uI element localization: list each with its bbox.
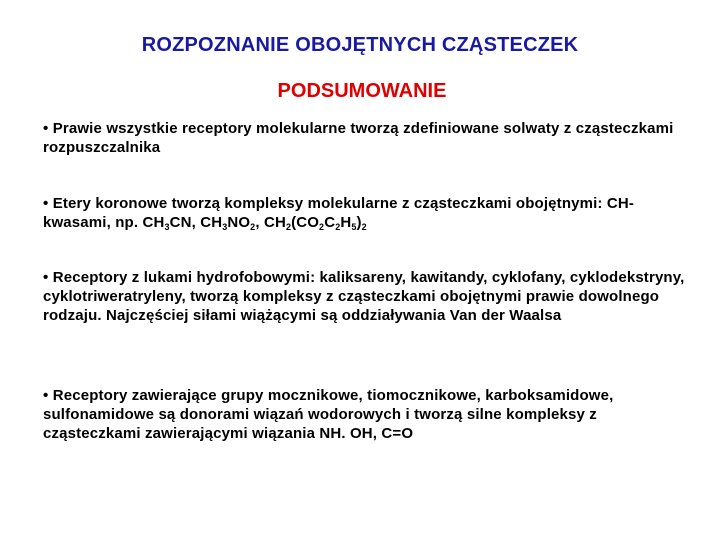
bullet-crown-ethers: • Etery koronowe tworzą kompleksy molekularne z cząsteczkami obojętnymi: CH-kwasami, np. $CH_3CN$, $CH_3NO_2$, $CH_2(CO_2C_2H_5)_2$ (43, 195, 635, 232)
bullet-marker: • (43, 269, 49, 286)
bullet-text: Receptory zawierające grupy mocznikowe, tiomocznikowe, karboksamidowe, sulfonamidowe są donorami wiązań wodorowych i tworzą silne kompleksy z cząsteczkami zawierającymi wiązania NH. OH, C=O (43, 387, 614, 442)
bullet-text: Receptory z lukami hydrofobowymi: kaliksareny, kawitandy, cyklofany, cyklodekstryny, cyklotriweratryleny, tworzą kompleksy z cząsteczkami obojętnymi prawie dowolnego rodzaju. Najczęściej siłami wiążącymi są oddziaływania Van der Waalsa (43, 269, 685, 324)
bullet-marker: • (43, 387, 49, 404)
slide-subtitle: PODSUMOWANIE (277, 80, 447, 102)
bullet-hydrophobic-receptors (43, 268, 693, 325)
bullet-text: Etery koronowe tworzą kompleksy molekularne z cząsteczkami obojętnymi: CH-kwasami, np. (43, 195, 635, 231)
chemical-formula-ch3cn: $CH_3CN$ (142, 214, 192, 232)
slide-title: ROZPOZNANIE OBOJĘTNYCH CZĄSTECZEK (141, 34, 579, 56)
bullet-marker: • (43, 120, 49, 137)
bullet-urea-receptors (43, 386, 693, 443)
bullet-text: Prawie wszystkie receptory molekularne tworzą zdefiniowane solwaty z cząsteczkami rozpuszczalnika (43, 120, 674, 156)
chemical-formula-malonate: $CH_2(CO_2C_2H_5)_2$ (263, 214, 367, 232)
bullet-marker: • (43, 195, 49, 212)
bullet-solvates (43, 119, 693, 157)
chemical-formula-ch3no2: $CH_3NO_2$ (200, 214, 256, 232)
